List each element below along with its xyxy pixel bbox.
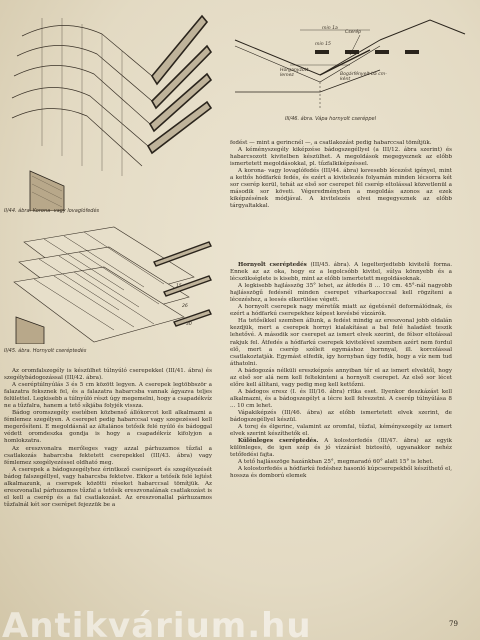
paragraph: (III/45. ábra). A legelterjedtebb kivitelű forma. Ennek az az oka, hogy ez a legolcsóbb kivitel, súlya könnyebb és a lécszükséglete is kisebb, mint az előbb ismertetett megoldásoknak.: [230, 262, 453, 283]
paragraph: A bádogozás nélküli ereszképzés annyiban tér el az ismert elvektől, hogy az első sor alá nem kell feltekinteni a hornyolt cserepet. Az első sor lécet előre kell állítani, vagy pedig meg kell kettőzni.: [230, 367, 452, 388]
paragraph: A torej és élgerinc, valamint az oromfal, tűzfal, kéményszegély az ismert elvek szerint készíthetők el.: [230, 424, 452, 438]
paragraph: A kolostorfedés a hódfarkú fedéshez hasonló kúpcserepekből készíthető el, hossza és domború elemek: [230, 466, 452, 480]
paragraph: A bádogos eresz (I. és III/16. ábra) ritka eset. Ilyenkor deszkázást kell alkalmazni, és a bádogszegélyt a lécre kell felvezetni. A cserép túlnyúlása 8 ... 10 cm lehet.: [230, 388, 452, 409]
fig45-dim-26: 26: [182, 304, 188, 309]
fig46-cserep-label: Cserép: [345, 30, 362, 35]
section-heading: Hornyolt cseréptedés: [238, 262, 307, 268]
fig46-bogar-label: Bogárfényelt ba cm-ként: [340, 72, 387, 82]
fig46-dim-label: min 1a: [322, 26, 338, 31]
page-number: 79: [449, 620, 458, 628]
paragraph: Az oromfalszegély is készülhet túlnyúló cserepekkel (III/41. ábra) és szegélybádogozással (III/42. ábra).: [4, 368, 212, 382]
fig46-min15-label: min 15: [315, 42, 331, 47]
paragraph: A cserepek a bádogszegélyhez érintkező cserépsort és szegélyezését bádog falszegéllyel, vagy habarcsba fektetve. Ekkor a tetősík felé lejtést alkalmazunk, a cserepek közötti réseket habarccsal tömítjük. Az ereszvonallal párhuzamos tűzfal a tetősík ereszvonalának csatlakozást is el kell a cserép és a fal csatlakozást. Az ereszvonallal párhuzamos tűzfalnál két sor cserépet fejezzük be a: [4, 466, 212, 508]
fig44-caption: II/44. ábra. Korona- vagy lovaglófedés: [4, 208, 100, 214]
right-column-top: [230, 140, 452, 210]
section-heading: Különleges cseréptedés.: [238, 438, 319, 445]
watermark: Antikvárium.hu: [2, 606, 312, 640]
paragraph: A korona- vagy lovaglófedés (III/44. ábra) kevesebb lécezést igényel, mint a kettős hódfarkú fedés, és ezért a kivitelezés folyamán minden lécsorra két sor cserép kerül, tehát az első sor cserepet fél cserép eltolással közvetlenül a második sor követi. Végeredményben a megoldás azonos az ezek kiképzésének módjával. A kivitelezés elvei megegyeznek az előbb tárgyaltakkal.: [230, 168, 452, 210]
paragraph: A tető hajlásszöge hazánkban 25°, megmaradó 60° alatt 15° is lehet.: [238, 459, 434, 466]
figure-interlocking-roof: [4, 222, 214, 344]
paragraph: Bádog oromszegély esetében közbenső állókorcot kell alkalmazni a fémlemez szegélyen. A cserepet pedig habarccsal vagy szegezéssel kell megerősíteni. E megoldásnál az általános tetősík felé nyúló és bádoggal védett oromdeszka gondja is hogy a csapadékvíz kifolyjon a homlokzatra.: [4, 410, 212, 445]
paragraph: A hornyolt cserepek nagy méretűk miatt az égetésnél deformálódnak, és ezért a hódfarkú cserepekhez képest kevésbé vízzárók.: [230, 304, 452, 318]
fig46-horgany-label: Horganyzott lemez: [280, 68, 309, 78]
interlocking-roof-drawing: [4, 222, 214, 344]
paragraph: Ha tetősíkkel szemben állunk, a fedést mindig az ereszvonal jobb oldalán kezdjük, mert a cserepek hornyi kialakításai a bal felé haladást teszik lehetővé. A második sor cserepet az ismert elvek szerint, de félsor eltolással rakjuk fel. Átfedés a hódfarkú cserepek kivitelével szemben azért nem fordul elő, mert a cserép széleit egymáshoz hornnyal, ill. korcolással csatlakoztatják. Egymást elfedik, így hornyban úgy fedik, hogy a víz nem tud áthatolni.: [230, 318, 452, 367]
paragraph: fedést — mint a gerincnél —, a csatlakozást pedig habarccsal tömítjük.: [230, 140, 432, 146]
fig46-caption: III/46. ábra. Vápa hornyolt cseréppel: [285, 116, 376, 122]
figure-crown-roof: [2, 6, 217, 211]
left-column-body: [4, 368, 212, 509]
crown-roof-drawing: [2, 6, 217, 211]
paragraph: A cseréptúlnyúlás 3 és 5 cm között legyen. A cserepek legtöbbször a falazatra feksznek fel, és a falazatra habarcsba vannak ágyazva teljes felülettel. Legkisebb a túlnyúló részt úgy megemelni, hogy a csapadékvíz ne a tűzfalra, hanem a tető síkjába folyjék vissza.: [4, 382, 212, 410]
fig45-caption: II/45. ábra. Hornyolt cseréptedés: [4, 348, 87, 354]
valley-drawing: [230, 10, 470, 120]
paragraph: A kéményszegély kiképzése bádogszegéllyel (a III/12. ábra szerint) és habarcsozott kivitelben készülhet. A megoldások megegyeznek az előbb ismertetett megoldásokkal, pl. tűzfalkiképzéssel.: [230, 147, 452, 168]
paragraph: Az ereszvonalra merőleges vagy azzal párhuzamos tűzfal a csatlakozás habarcsba fektetett cserepekkel (III/43. ábra) vagy fémlemez szegélyezéssel oldható meg.: [4, 445, 212, 466]
fig45-dim-15: 15: [176, 284, 182, 289]
right-column-body: [230, 262, 452, 480]
fig45-dim-30: 30: [186, 322, 192, 327]
paragraph: A kolostorfedés (III/47. ábra) az egyik különleges, de igen szép és jó vízzárást biztosító, ugyanakkor nehéz tetőfedési fajta.: [230, 438, 452, 459]
paragraph: A legkisebb hajlásszög 35° lehet, az átfedés 8 ... 10 cm. 45°-nál nagyobb hajlásszögű fedésnél minden cserepet viharkapoccsal kell rögzíteni a lécezéshez, a leesés elkerülése végett.: [230, 283, 452, 304]
paragraph: Vápakiképzés (III/46. ábra) az előbb ismertetett elvek szerint, de bádogszegéllyel készül.: [230, 409, 452, 424]
figure-valley-detail: [230, 10, 470, 120]
